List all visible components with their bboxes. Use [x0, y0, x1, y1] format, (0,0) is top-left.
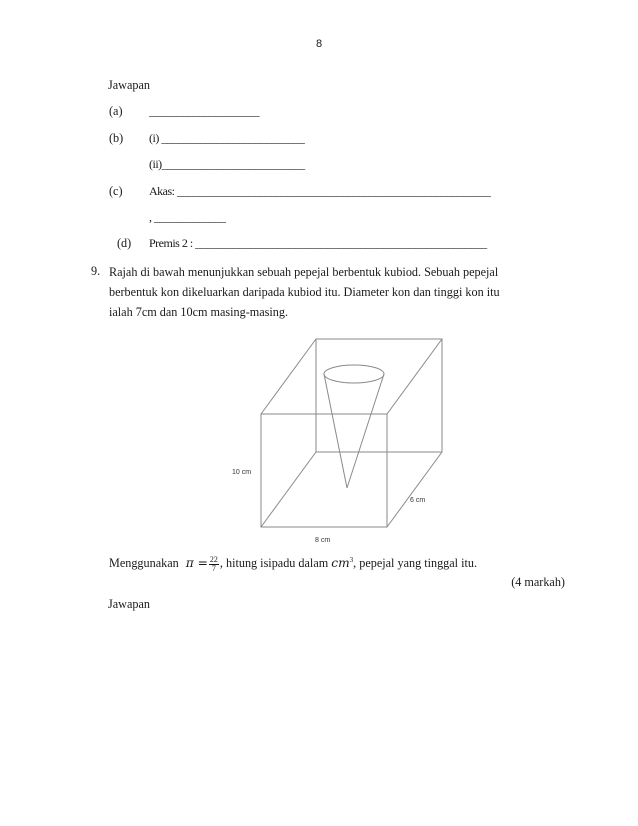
part-c-second-line: , _____________ [149, 210, 226, 224]
width-label: 8 cm [315, 537, 331, 544]
pi-symbol: π = [185, 556, 208, 571]
fraction-denominator: 7 [211, 563, 216, 573]
answer-heading: Jawapan [108, 78, 150, 92]
part-c-label: (c) [109, 184, 123, 198]
part-b-label: (b) [109, 131, 124, 145]
part-d-label: (d) [117, 236, 132, 250]
instruction-before: Menggunakan [109, 556, 179, 571]
pi-fraction [209, 556, 219, 573]
question-9-number: 9. [91, 264, 101, 278]
part-b-ii-answer-line: (ii)__________________________ [149, 157, 305, 171]
question-9-instruction [109, 550, 478, 573]
part-b-i-answer-line: (i) __________________________ [149, 131, 305, 145]
fraction-numerator: 22 [209, 554, 218, 564]
cuboid-cone-diagram [228, 333, 458, 551]
part-c-converse-line: Akas: _________________________________________________________ [149, 184, 491, 198]
height-label: 10 cm [232, 469, 252, 476]
question-9-answer-heading: Jawapan [108, 597, 150, 611]
cone-left-edge [324, 374, 347, 488]
depth-label: 6 cm [410, 497, 426, 504]
part-d-premise-line: Premis 2 : _____________________________________________________ [149, 236, 487, 250]
marks-label: (4 markah) [511, 575, 565, 589]
cone-base-ellipse [324, 365, 384, 383]
instruction-after: , hitung isipadu dalam [219, 556, 329, 571]
instruction-end: , pepejal yang tinggal itu. [353, 556, 478, 571]
unit-exponent: 3 [349, 556, 354, 564]
question-9-text: Rajah di bawah menunjukkan sebuah pepejal berbentuk kubiod. Sebuah pepejal berbentuk kon dikeluarkan daripada kubiod itu. Diameter kon dan tinggi kon itu ialah 7cm dan 10cm masing-masing. [109, 265, 500, 319]
cuboid-front-face [261, 414, 387, 527]
part-a-answer-line: ____________________ [149, 104, 259, 118]
page-number: 8 [315, 38, 323, 50]
cuboid-back-face [316, 339, 442, 452]
part-a-label: (a) [109, 104, 123, 118]
cone-right-edge [347, 374, 384, 488]
unit-cm: cm [331, 556, 350, 571]
